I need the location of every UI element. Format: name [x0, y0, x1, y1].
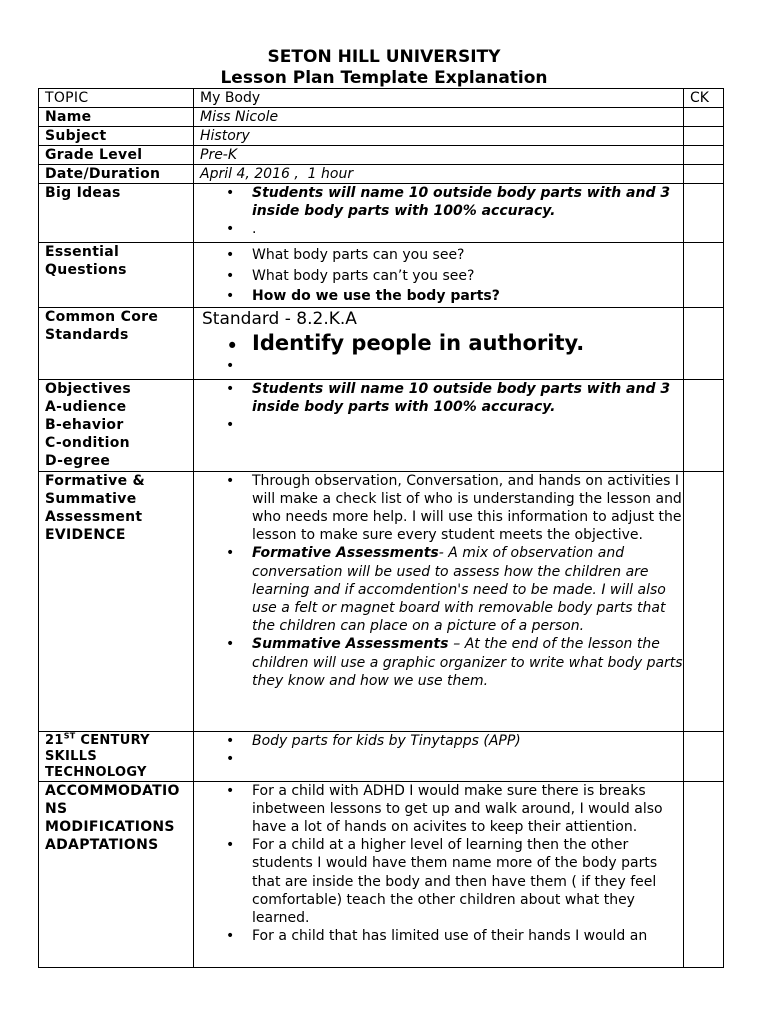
table-row-accommodations [39, 781, 724, 967]
label-line: NS [45, 800, 68, 817]
name-label: Name [39, 108, 194, 127]
list-item [252, 357, 683, 375]
subject-label: Subject [39, 127, 194, 146]
summative-text: – At the end of the lesson the children will use a graphic organizer to write what body parts they know and how we use them. [252, 636, 683, 689]
date-label: Date/Duration [39, 165, 194, 184]
ck-cell [684, 127, 724, 146]
ck-cell [684, 108, 724, 127]
list-item: • How do we use the body parts? [252, 286, 683, 307]
list-item: • Identify people in authority. [252, 330, 683, 357]
lesson-plan-table [38, 88, 724, 968]
label-line: MODIFICATIONS [45, 818, 175, 835]
ck-cell [684, 307, 724, 379]
summative-heading: Summative Assessments [252, 636, 454, 653]
label-line: B-ehavior [45, 416, 124, 433]
table-row-assessment [39, 471, 724, 731]
list-item: • Students will name 10 outside body parts with and 3 inside body parts with 100% accuracy. [252, 380, 683, 416]
table-row-big-ideas [39, 184, 724, 243]
label-line: ACCOMMODATIO [45, 782, 180, 799]
label-line: ADAPTATIONS [45, 836, 159, 853]
label-line: Formative & [45, 472, 146, 489]
table-row-common-core [39, 307, 724, 379]
list-item [252, 635, 683, 690]
topic-label: TOPIC [39, 89, 194, 108]
list-item: • What body parts can you see? [252, 245, 683, 266]
university-title: SETON HILL UNIVERSITY [267, 47, 501, 67]
ck-cell [684, 243, 724, 308]
table-row-essential-questions [39, 243, 724, 308]
list-item: • For a child at a higher level of learning then the other students I would have them name more of the body parts that are inside the body and then have them ( if they feel comfortable) teach the other children about what they learned. [252, 836, 683, 927]
label-line: D-egree [45, 452, 111, 469]
document-subtitle: Lesson Plan Template Explanation [220, 68, 548, 88]
table-row-objectives [39, 379, 724, 471]
formative-heading: Formative Assessments [252, 545, 439, 562]
ck-cell [684, 379, 724, 471]
name-value: Miss Nicole [194, 108, 684, 127]
label-line: 21ST CENTURY [45, 731, 150, 748]
technology-label [39, 731, 194, 781]
ck-cell [684, 781, 724, 967]
accommodations-label [39, 781, 194, 967]
objectives-label [39, 379, 194, 471]
label-line: Summative [45, 490, 137, 507]
list-item: • Students will name 10 outside body parts with and 3 inside body parts with 100% accuracy. [252, 184, 683, 220]
table-row-topic [39, 89, 724, 108]
topic-value: My Body [194, 89, 684, 108]
date-value: April 4, 2016 , 1 hour [194, 165, 684, 184]
common-core-cell [194, 307, 684, 379]
ck-cell [684, 165, 724, 184]
list-item [252, 416, 683, 434]
label-line: Questions [45, 262, 127, 278]
accommodations-cell [194, 781, 684, 967]
essential-questions-label [39, 243, 194, 308]
table-row-name [39, 108, 724, 127]
list-item: • . [252, 220, 683, 238]
assessment-cell [194, 471, 684, 731]
label-line: Standards [45, 326, 129, 343]
ck-header: CK [684, 89, 724, 108]
formative-text: - A mix of observation and conversation will be used to assess how the children are learning and if accomdention's need to be made. I will also use a felt or magnet board with removable body parts that the children can place on a picture of a person. [252, 545, 666, 635]
assessment-label [39, 471, 194, 731]
label-line: C-ondition [45, 434, 130, 451]
big-ideas-cell [194, 184, 684, 243]
ck-cell [684, 471, 724, 731]
common-core-label [39, 307, 194, 379]
table-row-technology [39, 731, 724, 781]
list-item [252, 750, 683, 768]
label-line: SKILLS [45, 748, 98, 764]
label-line: A-udience [45, 398, 127, 415]
ck-cell [684, 184, 724, 243]
table-row-subject [39, 127, 724, 146]
label-line: Objectives [45, 380, 131, 397]
list-item: • What body parts can’t you see? [252, 266, 683, 287]
label-line: EVIDENCE [45, 526, 126, 543]
grade-value: Pre-K [194, 146, 684, 165]
label-line: Essential [45, 244, 120, 260]
list-item: • Body parts for kids by Tinytapps (APP) [252, 732, 683, 750]
label-line: TECHNOLOGY [45, 764, 147, 780]
ck-cell [684, 146, 724, 165]
standard-code: Standard - 8.2.K.A [202, 308, 357, 329]
list-item: • For a child with ADHD I would make sure there is breaks inbetween lessons to get up and walk around, I would also have a lot of hands on acivites to keep their attiention. [252, 782, 683, 837]
list-item: • For a child that has limited use of their hands I would an [252, 927, 683, 945]
list-item: • Through observation, Conversation, and hands on activities I will make a check list of who is understanding the lesson and who needs more help. I will use this information to adjust the lesson to make sure every student meets the objective. [252, 472, 683, 545]
table-row-date [39, 165, 724, 184]
label-line: Common Core [45, 308, 159, 325]
table-row-grade [39, 146, 724, 165]
label-line: Assessment [45, 508, 143, 525]
subject-value: History [194, 127, 684, 146]
ck-cell [684, 731, 724, 781]
grade-label: Grade Level [39, 146, 194, 165]
list-item [252, 544, 683, 635]
big-ideas-label: Big Ideas [39, 184, 194, 243]
essential-questions-cell [194, 243, 684, 308]
technology-cell [194, 731, 684, 781]
objectives-cell [194, 379, 684, 471]
